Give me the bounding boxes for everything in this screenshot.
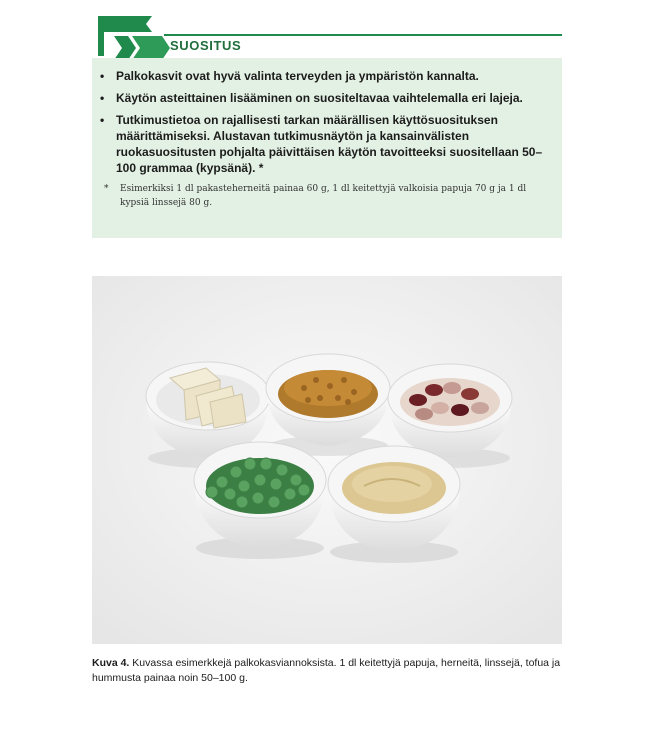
bullet-item (100, 112, 548, 176)
bullet-item (100, 68, 548, 84)
bullet-icon: • (100, 113, 105, 127)
bullet-text: Tutkimustietoa on rajallisesti tarkan määrällisen käyttösuosituksen määrittämiseksi. Alustavan tutkimusnäytön ja kansainvälisten ruokasuositusten pohjalta päivittäisen käytön tavoitteeksi suositellaan 50–100 grammaa (kypsänä). * (116, 113, 543, 175)
legume-photo (92, 276, 562, 644)
header-rule (164, 34, 562, 36)
legume-bowls-image (92, 276, 562, 644)
caption-text: Kuvassa esimerkkejä palkokasviannoksista. 1 dl keitettyjä papuja, herneitä, linssejä, tofua ja hummusta painaa noin 50–100 g. (92, 657, 561, 684)
bullet-list (100, 68, 548, 176)
section-title: SUOSITUS (170, 38, 242, 53)
footnote-text: Esimerkiksi 1 dl pakasteherneitä painaa 60 g, 1 dl keitettyjä valkoisia papuja 70 g ja 1 dl kypsiä linssejä 80 g. (120, 184, 527, 208)
flag-header-graphic (92, 14, 562, 60)
peas-bowl (194, 442, 326, 559)
flag-icon (104, 16, 152, 32)
bullet-icon: • (100, 91, 105, 105)
bullet-text: Palkokasvit ovat hyvä valinta terveyden ja ympäristön kannalta. (116, 69, 479, 83)
footnote (100, 182, 548, 210)
flag-pole (98, 16, 104, 56)
bullet-item (100, 90, 548, 106)
chevron-icon-2 (132, 36, 170, 60)
figure-caption (92, 656, 562, 686)
bullet-icon: • (100, 69, 105, 83)
hummus-bowl (328, 446, 460, 563)
section-header (92, 14, 562, 60)
caption-label: Kuva 4. (92, 657, 130, 669)
chevron-icon (114, 36, 136, 60)
footnote-marker: * (104, 184, 109, 194)
bullet-text: Käytön asteittainen lisääminen on suositeltavaa vaihtelemalla eri lajeja. (116, 91, 523, 105)
recommendation-box (92, 58, 562, 238)
lentils-bowl (266, 354, 390, 456)
